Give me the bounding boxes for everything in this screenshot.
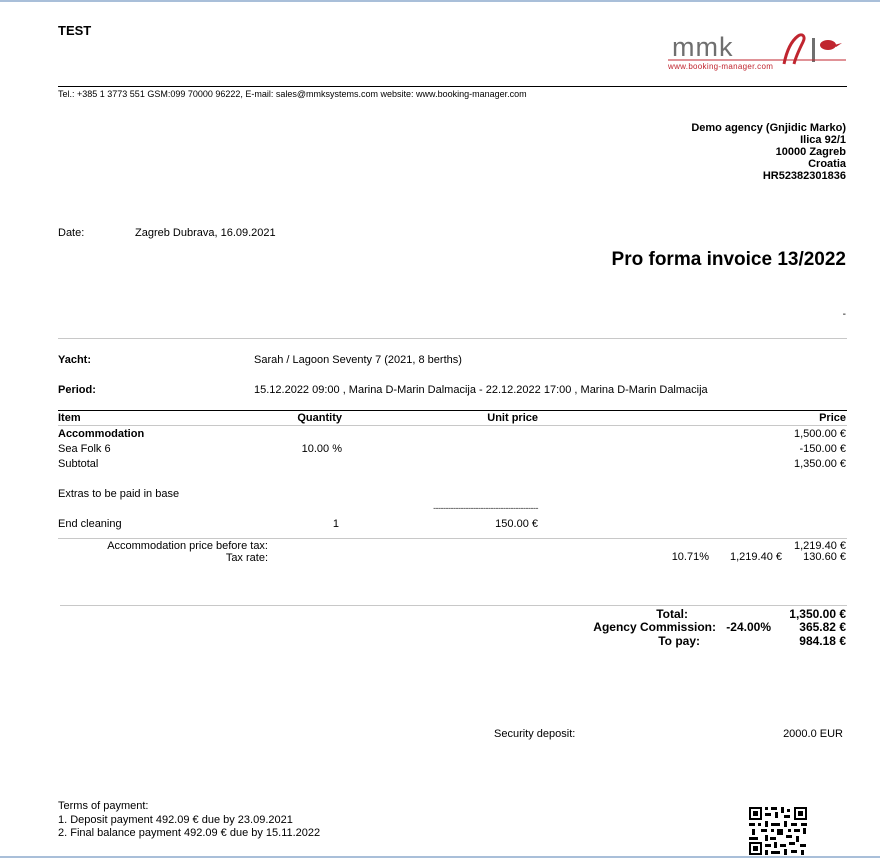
- total-label: Total:: [656, 607, 688, 621]
- period-label: Period:: [58, 384, 96, 396]
- logo-text: mmk: [672, 32, 734, 62]
- commission-value: 365.82 €: [799, 620, 846, 634]
- col-header-quantity: Quantity: [297, 412, 342, 424]
- table-header-rule: [58, 425, 847, 426]
- total-value: 1,350.00 €: [789, 607, 846, 621]
- extras-row-item: End cleaning: [58, 518, 122, 530]
- tax-base: 1,219.40 €: [730, 551, 782, 563]
- qr-code-icon: [748, 806, 808, 856]
- recipient-city: 10000 Zagreb: [775, 146, 846, 158]
- company-logo: [666, 30, 851, 74]
- page-top-border: [0, 0, 880, 2]
- recipient-street: Ilica 92/1: [800, 134, 846, 146]
- logo-url: www.booking-manager.com: [668, 62, 774, 71]
- yacht-value: Sarah / Lagoon Seventy 7 (2021, 8 berths): [254, 354, 462, 366]
- to-pay-value: 984.18 €: [799, 634, 846, 648]
- recipient-address: [691, 122, 846, 182]
- table-row-item: Sea Folk 6: [58, 443, 111, 455]
- date-value: Zagreb Dubrava, 16.09.2021: [135, 227, 276, 239]
- tax-rate: 10.71%: [671, 551, 709, 563]
- reference-dash: -: [842, 309, 846, 320]
- table-row-quantity: 10.00 %: [301, 443, 342, 455]
- extras-separator: ------------------------------------------: [433, 503, 538, 513]
- tax-divider: [58, 538, 847, 539]
- yacht-label: Yacht:: [58, 354, 92, 366]
- to-pay-label: To pay:: [658, 634, 700, 648]
- invoice-title: Pro forma invoice 13/2022: [611, 249, 846, 270]
- security-deposit-label: Security deposit:: [494, 728, 576, 740]
- table-row-price: 1,500.00 €: [794, 428, 846, 440]
- contact-line: Tel.: +385 1 3773 551 GSM:099 70000 96222, E-mail: sales@mmksystems.com website: www.booking-manager.com: [58, 89, 527, 99]
- recipient-vat: HR52382301836: [762, 170, 846, 182]
- before-tax-label: Accommodation price before tax:: [107, 540, 268, 552]
- recipient-country: Croatia: [808, 158, 846, 170]
- page-bottom-border: [0, 856, 880, 858]
- section-divider: [58, 338, 847, 339]
- header-divider: [58, 86, 847, 87]
- table-row-item: Subtotal: [58, 458, 99, 470]
- terms-heading: Terms of payment:: [58, 800, 149, 812]
- company-name: TEST: [58, 23, 92, 38]
- recipient-name: Demo agency (Gnjidic Marko): [691, 122, 846, 134]
- terms-line: 1. Deposit payment 492.09 € due by 23.09.2021: [58, 814, 293, 826]
- period-value: 15.12.2022 09:00 , Marina D-Marin Dalmacija - 22.12.2022 17:00 , Marina D-Marin Dalmacija: [254, 384, 708, 396]
- terms-line: 2. Final balance payment 492.09 € due by 15.11.2022: [58, 827, 321, 839]
- commission-label: Agency Commission:: [593, 620, 716, 634]
- col-header-item: Item: [58, 412, 81, 424]
- col-header-unit-price: Unit price: [487, 412, 538, 424]
- extras-row-quantity: 1: [332, 518, 339, 530]
- table-row-price: -150.00 €: [799, 443, 846, 455]
- extras-row-unit-price: 150.00 €: [495, 518, 538, 530]
- extras-heading: Extras to be paid in base: [58, 488, 180, 500]
- totals-divider: [60, 605, 847, 606]
- table-top-rule: [58, 410, 847, 411]
- commission-rate: -24.00%: [726, 620, 771, 634]
- table-row-item: Accommodation: [58, 428, 145, 440]
- tax-rate-label: Tax rate:: [225, 552, 268, 564]
- col-header-price: Price: [819, 412, 846, 424]
- table-row-price: 1,350.00 €: [794, 458, 846, 470]
- before-tax-value: 1,219.40 €: [794, 540, 846, 552]
- date-label: Date:: [58, 227, 85, 239]
- security-deposit-value: 2000.0 EUR: [783, 728, 843, 740]
- tax-amount: 130.60 €: [803, 551, 846, 563]
